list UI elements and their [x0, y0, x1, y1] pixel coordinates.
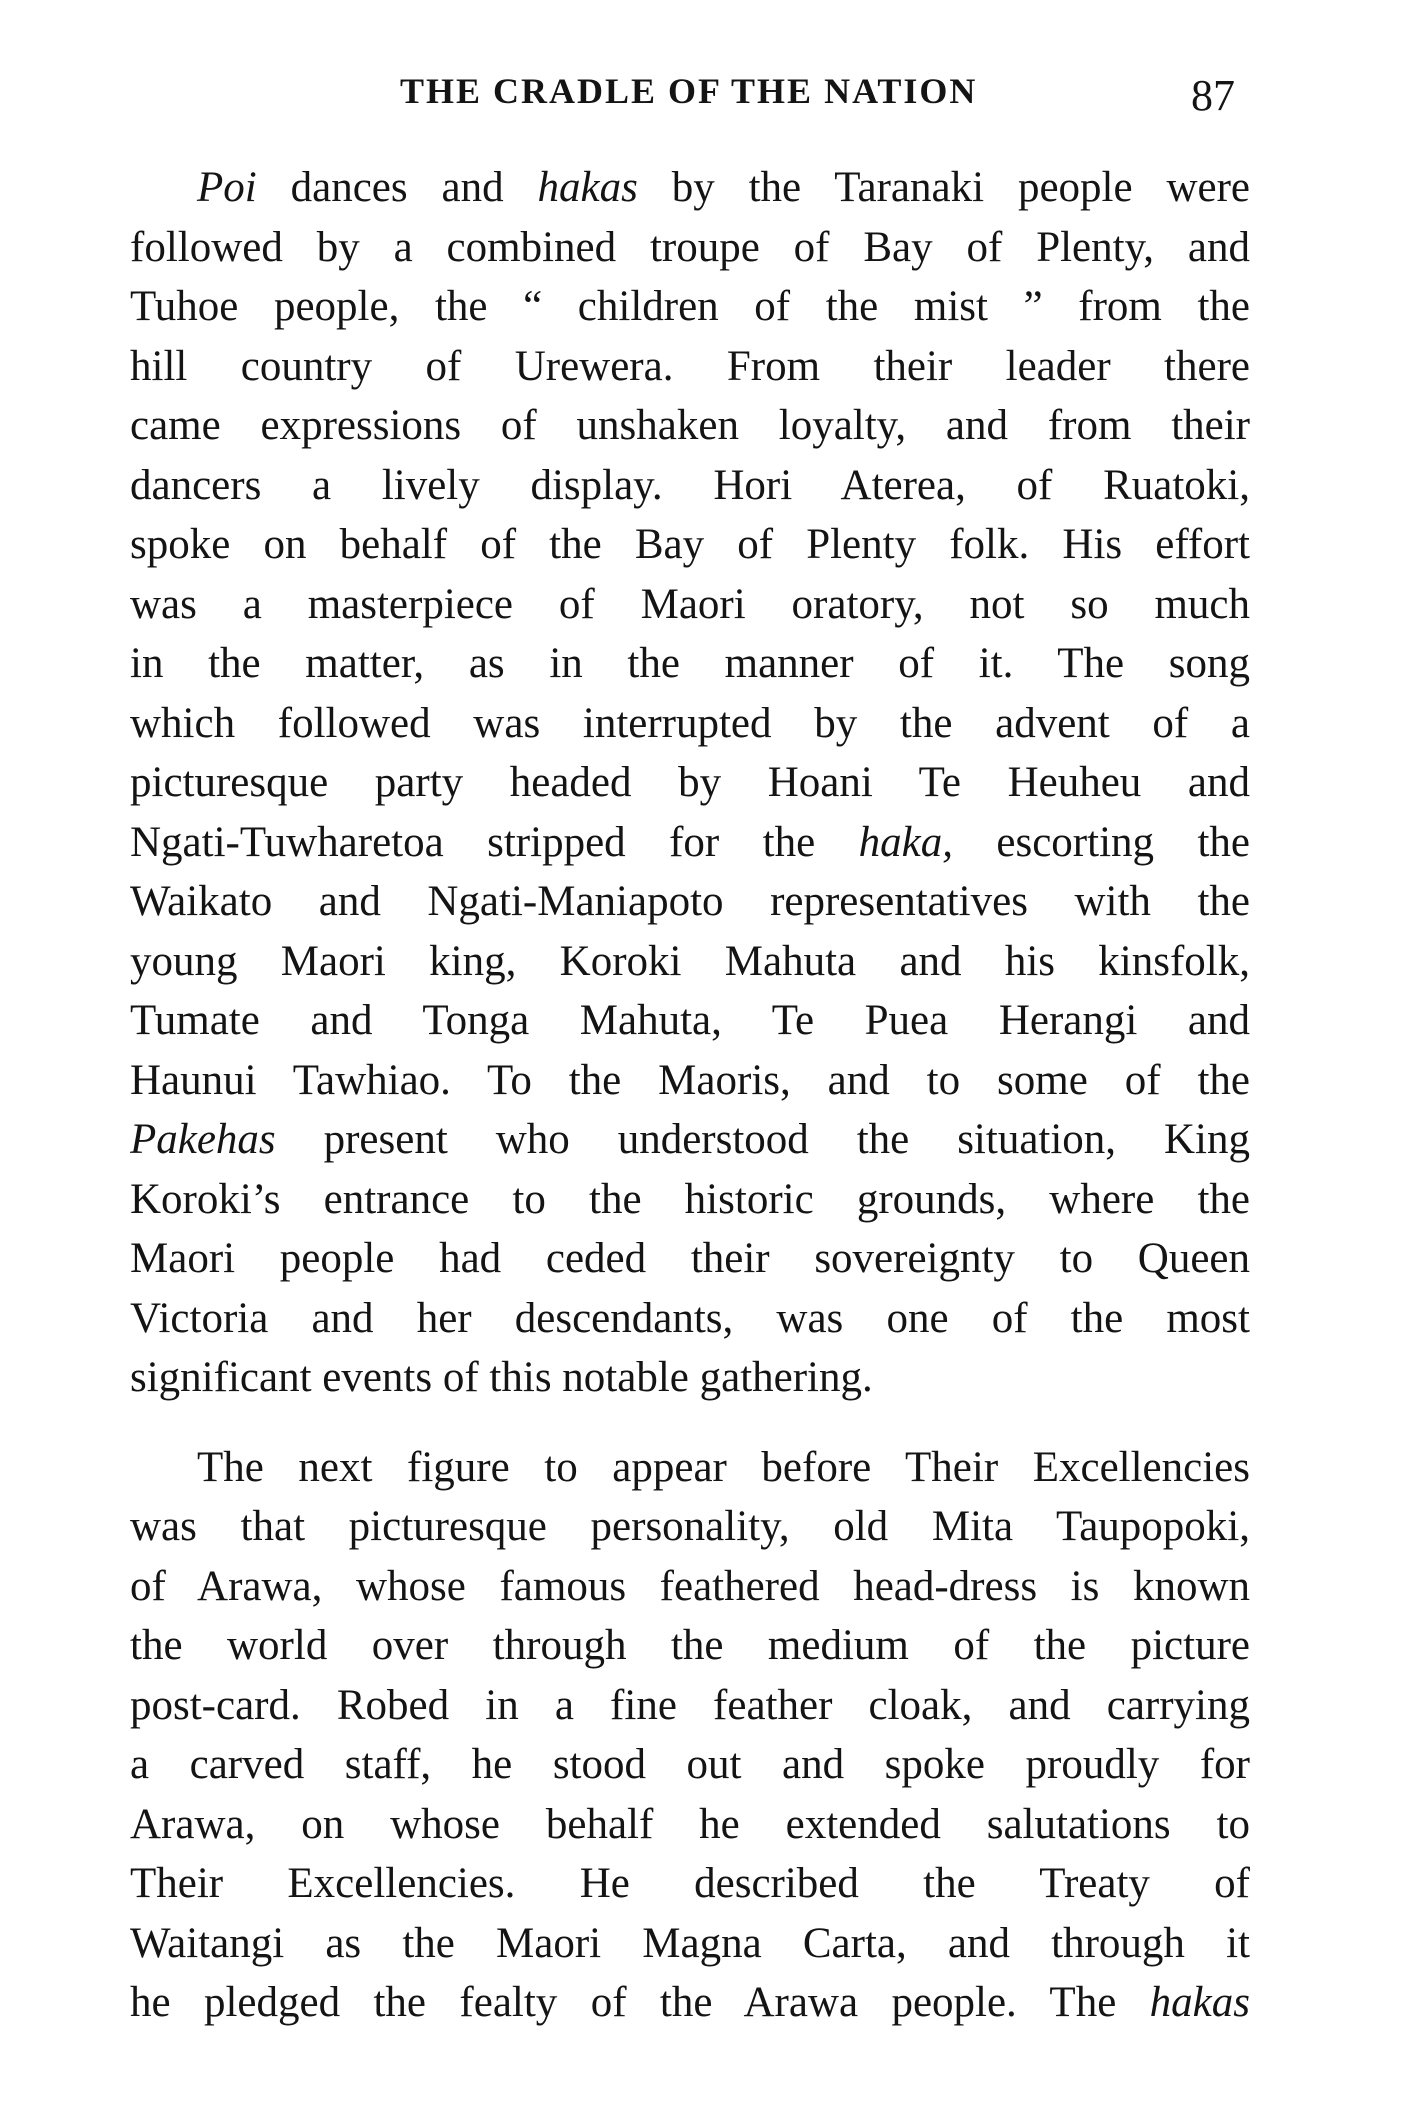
- text-run: he pledged the fealty of the Arawa people. The: [130, 1979, 1150, 2026]
- text-run: Arawa, on whose behalf he extended salutations to: [130, 1800, 1250, 1848]
- text-run: a carved staff, he stood out and spoke proudly for: [130, 1741, 1250, 1788]
- text-run: Their Excellencies. He described the Treaty of: [130, 1860, 1250, 1907]
- running-title: THE CRADLE OF THE NATION: [400, 71, 978, 111]
- text-line: [130, 1438, 1250, 1498]
- text-run: in the matter, as in the manner of it. The song: [130, 640, 1250, 687]
- text-line: [130, 158, 1250, 218]
- text-line: [130, 1348, 1250, 1408]
- text-line: [130, 1616, 1250, 1676]
- italic-text: Pakehas: [130, 1116, 276, 1163]
- page-number: 87: [1191, 71, 1235, 120]
- italic-text: hakas: [537, 164, 638, 211]
- italic-text: Poi: [197, 164, 257, 211]
- text-run: dances and: [256, 164, 538, 211]
- text-line: [130, 1289, 1250, 1349]
- text-run: Tuhoe people, the “ children of the mist ” from the: [130, 283, 1250, 330]
- italic-text: haka,: [858, 818, 953, 866]
- paragraph: [130, 158, 1250, 1408]
- text-run: post-card. Robed in a fine feather cloak, and carrying: [130, 1681, 1250, 1729]
- text-run: hill country of Urewera. From their leader there: [130, 342, 1250, 390]
- text-line: [130, 1110, 1250, 1170]
- text-run: significant events of this notable gathering.: [130, 1354, 873, 1401]
- text-line: [130, 337, 1250, 397]
- text-line: [130, 932, 1250, 992]
- text-run: was a masterpiece of Maori oratory, not so much: [130, 580, 1250, 628]
- text-line: [130, 1735, 1250, 1795]
- text-line: [130, 813, 1250, 873]
- text-line: [130, 634, 1250, 694]
- text-line: [130, 1676, 1250, 1736]
- running-head: [130, 70, 1235, 126]
- text-run: by the Taranaki people were: [637, 164, 1250, 211]
- text-run: picturesque party headed by Hoani Te Heuheu and: [130, 759, 1250, 806]
- text-run: Waitangi as the Maori Magna Carta, and through it: [130, 1919, 1250, 1967]
- text-line: [130, 1973, 1250, 2033]
- text-line: [130, 1497, 1250, 1557]
- text-line: [130, 1051, 1250, 1111]
- text-run: Waikato and Ngati-Maniapoto representatives with the: [130, 878, 1250, 925]
- text-run: Victoria and her descendants, was one of the most: [130, 1294, 1250, 1342]
- text-line: [130, 753, 1250, 813]
- body-text: [130, 158, 1250, 2033]
- paragraph-gap: [130, 1408, 1250, 1438]
- text-run: dancers a lively display. Hori Aterea, of Ruatoki,: [130, 461, 1250, 509]
- text-line: [130, 991, 1250, 1051]
- text-line: [130, 1854, 1250, 1914]
- text-line: [130, 575, 1250, 635]
- text-run: Maori people had ceded their sovereignty to Queen: [130, 1235, 1250, 1282]
- text-line: [130, 277, 1250, 337]
- text-run: Koroki’s entrance to the historic grounds, where the: [130, 1175, 1250, 1223]
- text-run: of Arawa, whose famous feathered head-dress is known: [130, 1562, 1250, 1610]
- text-line: [130, 218, 1250, 278]
- text-run: which followed was interrupted by the advent of a: [130, 699, 1250, 747]
- text-run: escorting the: [952, 818, 1250, 866]
- text-run: followed by a combined troupe of Bay of Plenty, and: [130, 223, 1250, 271]
- text-run: Ngati-Tuwharetoa stripped for the: [130, 818, 859, 866]
- text-run: came expressions of unshaken loyalty, and from their: [130, 402, 1250, 449]
- text-line: [130, 872, 1250, 932]
- text-run: present who understood the situation, King: [275, 1116, 1250, 1163]
- text-run: was that picturesque personality, old Mita Taupopoki,: [130, 1503, 1250, 1550]
- text-run: young Maori king, Koroki Mahuta and his kinsfolk,: [130, 937, 1250, 985]
- text-line: [130, 1170, 1250, 1230]
- paragraph: [130, 1438, 1250, 2033]
- text-run: The next figure to appear before Their Excellencies: [197, 1443, 1250, 1491]
- text-line: [130, 396, 1250, 456]
- text-line: [130, 1914, 1250, 1974]
- text-run: Tumate and Tonga Mahuta, Te Puea Herangi and: [130, 997, 1250, 1044]
- text-line: [130, 1229, 1250, 1289]
- text-line: [130, 456, 1250, 516]
- text-line: [130, 1795, 1250, 1855]
- text-line: [130, 1557, 1250, 1617]
- text-line: [130, 694, 1250, 754]
- italic-text: hakas: [1149, 1979, 1250, 2026]
- text-line: [130, 515, 1250, 575]
- text-run: spoke on behalf of the Bay of Plenty folk. His effort: [130, 521, 1250, 568]
- text-run: the world over through the medium of the picture: [130, 1622, 1250, 1669]
- text-run: Haunui Tawhiao. To the Maoris, and to some of the: [130, 1056, 1250, 1104]
